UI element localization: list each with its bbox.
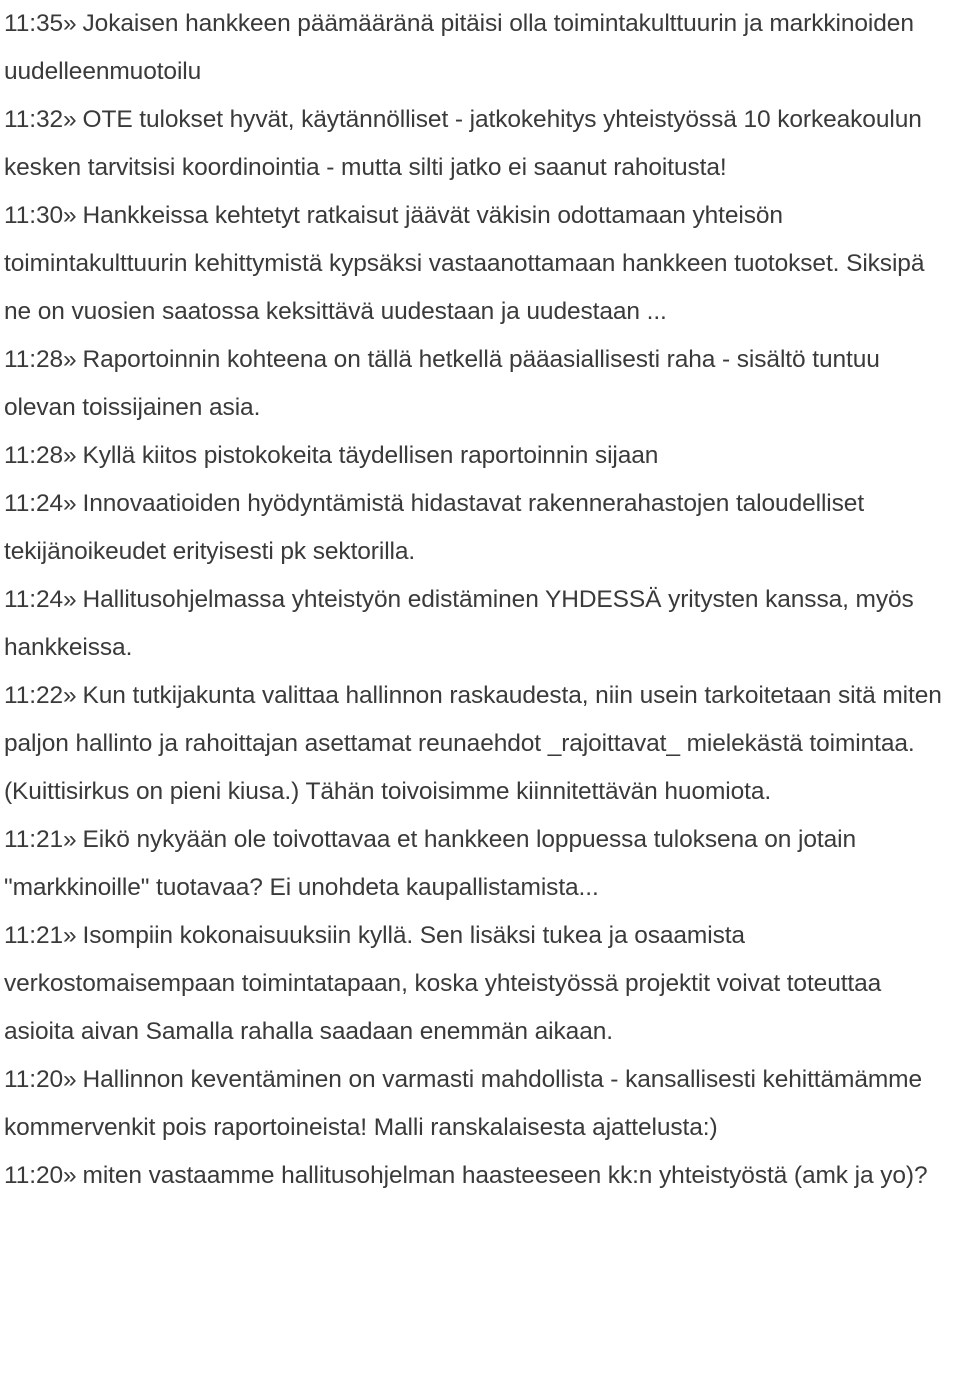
entry-separator: » xyxy=(63,10,77,37)
entry-timestamp: 11:30 xyxy=(4,202,63,229)
entry-text: Kyllä kiitos pistokokeita täydellisen raportoinnin sijaan xyxy=(82,442,659,469)
entry-timestamp: 11:21 xyxy=(4,826,63,853)
entry-separator: » xyxy=(63,682,77,709)
entry-text: Isompiin kokonaisuuksiin kyllä. Sen lisäksi tukea ja osaamista verkostomaisempaan toimintatapaan, koska yhteistyössä projektit voivat toteuttaa asioita aivan Samalla rahalla saadaan enemmän aikaan. xyxy=(4,922,882,1045)
feed-entry xyxy=(4,336,956,432)
entry-separator: » xyxy=(63,586,77,613)
feed-entry xyxy=(4,1056,956,1152)
entry-separator: » xyxy=(63,346,77,373)
entry-separator: » xyxy=(63,922,77,949)
entry-separator: » xyxy=(63,1066,77,1093)
entry-timestamp: 11:20 xyxy=(4,1162,63,1189)
feed-entry xyxy=(4,480,956,576)
entry-separator: » xyxy=(63,490,77,517)
entry-timestamp: 11:24 xyxy=(4,490,63,517)
entry-text: Raportoinnin kohteena on tällä hetkellä pääasiallisesti raha - sisältö tuntuu olevan toissijainen asia. xyxy=(4,346,880,421)
entry-timestamp: 11:32 xyxy=(4,106,63,133)
entry-timestamp: 11:24 xyxy=(4,586,63,613)
entry-timestamp: 11:20 xyxy=(4,1066,63,1093)
entry-text: Hankkeissa kehtetyt ratkaisut jäävät väkisin odottamaan yhteisön toimintakulttuurin kehittymistä kypsäksi vastaanottamaan hankkeen tuotokset. Siksipä ne on vuosien saatossa keksittävä uudestaan ja uudestaan ... xyxy=(4,202,925,325)
feed-entry xyxy=(4,576,956,672)
feed-entry xyxy=(4,96,956,192)
feed-entry xyxy=(4,0,956,96)
entry-text: Eikö nykyään ole toivottavaa et hankkeen loppuessa tuloksena on jotain "markkinoille" tuotavaa? Ei unohdeta kaupallistamista... xyxy=(4,826,856,901)
entry-timestamp: 11:28 xyxy=(4,346,63,373)
entry-separator: » xyxy=(63,442,77,469)
entry-timestamp: 11:22 xyxy=(4,682,63,709)
entry-timestamp: 11:28 xyxy=(4,442,63,469)
entry-separator: » xyxy=(63,1162,77,1189)
feed-entry xyxy=(4,816,956,912)
entry-separator: » xyxy=(63,826,77,853)
entry-text: Hallitusohjelmassa yhteistyön edistäminen YHDESSÄ yritysten kanssa, myös hankkeissa. xyxy=(4,586,914,661)
entry-text: Innovaatioiden hyödyntämistä hidastavat rakennerahastojen taloudelliset tekijänoikeudet erityisesti pk sektorilla. xyxy=(4,490,865,565)
entry-timestamp: 11:35 xyxy=(4,10,63,37)
entry-timestamp: 11:21 xyxy=(4,922,63,949)
entry-text: Kun tutkijakunta valittaa hallinnon raskaudesta, niin usein tarkoitetaan sitä miten paljon hallinto ja rahoittajan asettamat reunaehdot _rajoittavat_ mielekästä toimintaa. (Kuittisirkus on pieni kiusa.) Tähän toivoisimme kiinnitettävän huomiota. xyxy=(4,682,942,805)
feed-entry xyxy=(4,192,956,336)
entry-text: Hallinnon keventäminen on varmasti mahdollista - kansallisesti kehittämämme kommervenkit pois raportoineista! Malli ranskalaisesta ajattelusta:) xyxy=(4,1066,923,1141)
entry-separator: » xyxy=(63,106,77,133)
entry-text: Jokaisen hankkeen päämääränä pitäisi olla toimintakulttuurin ja markkinoiden uudelleenmuotoilu xyxy=(4,10,914,85)
feed-entry xyxy=(4,432,956,480)
entry-separator: » xyxy=(63,202,77,229)
entry-text: miten vastaamme hallitusohjelman haasteeseen kk:n yhteistyöstä (amk ja yo)? xyxy=(82,1162,928,1189)
feed-entry xyxy=(4,912,956,1056)
entry-text: OTE tulokset hyvät, käytännölliset - jatkokehitys yhteistyössä 10 korkeakoulun kesken tarvitsisi koordinointia - mutta silti jatko ei saanut rahoitusta! xyxy=(4,106,922,181)
feed-entry xyxy=(4,1152,956,1200)
feed-entry xyxy=(4,672,956,816)
